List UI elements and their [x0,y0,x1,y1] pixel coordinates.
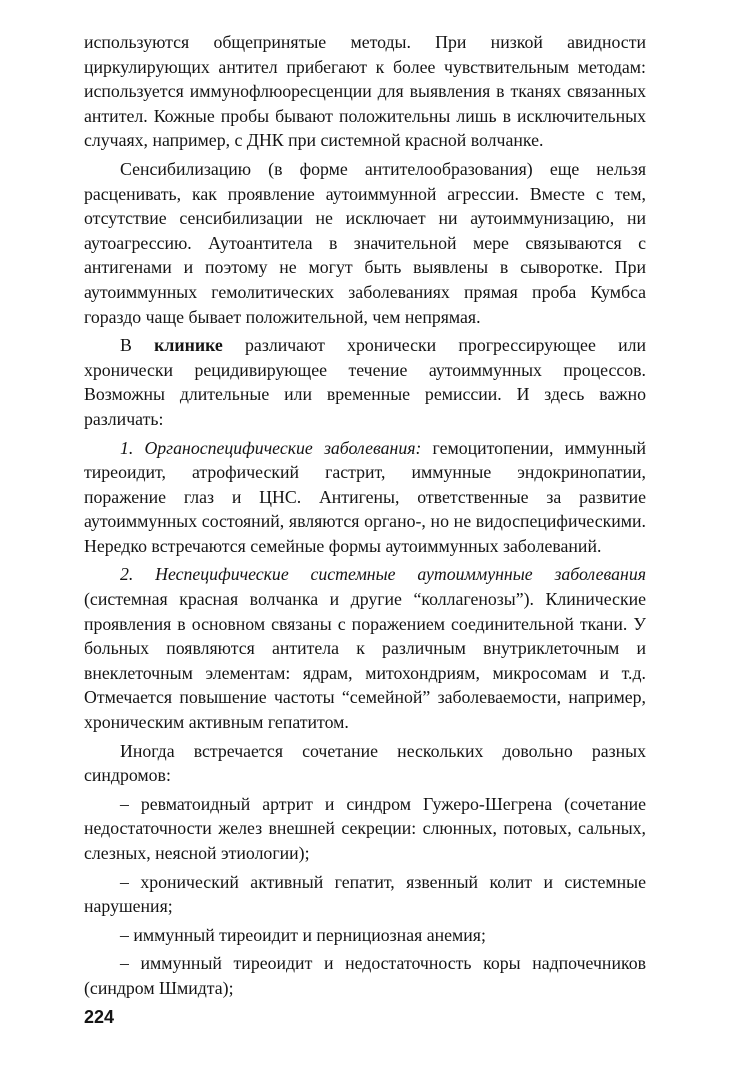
paragraph-clinic [84,333,646,431]
page-number: 224 [84,1007,115,1027]
list-item: – хронический активный гепатит, язвенный колит и системные нарушения; [84,871,646,917]
systemic-text: (системная красная волчанка и другие “коллагенозы”). Клинические проявления в основном связаны с поражением соединительной ткани. У больных появляются антитела к различным внутриклеточным и внеклеточным элементам: ядрам, митохондриям, микросомам и т.д. Отмечается повышение частоты “семейной” заболеваемости, например, хроническим активным гепатитом. [84,589,646,733]
organ-specific-heading: 1. Органоспецифические заболевания: [120,437,422,458]
clinic-term: клинике [154,335,223,356]
list-item: – иммунный тиреоидит и недостаточность коры надпочечников (синдром Шмидта); [84,953,646,998]
paragraph-organ-specific [84,436,646,559]
page-body [84,30,646,1001]
list-item: – иммунный тиреоидит и пернициозная анемия; [120,924,486,945]
list-item: – ревматоидный артрит и синдром Гужеро-Шегрена (сочетание недостаточности желез внешней секреции: слюнных, потовых, сальных, слезных, неясной этиологии); [84,793,646,863]
organ-specific-text: гемоцитопении, иммунный тиреоидит, атрофический гастрит, иммунные эндокринопатии, поражение глаз и ЦНС. Антигены, ответственные за развитие аутоиммунных состояний, являются органо-, но не видоспецифическими. Нередко встречаются семейные формы аутоиммунных заболеваний. [84,437,646,556]
systemic-heading: 2. Неспецифические системные аутоиммунные заболевания [120,564,646,585]
paragraph-methods: используются общепринятые методы. При низкой авидности циркулирующих антител прибегают к более чувствительным методам: используется иммунофлюоресценции для выявления в тканях связанных антител. Кожные пробы бывают положительны лишь в исключительных случаях, например, с ДНК при системной красной волчанке. [84,32,646,151]
paragraph-sensitization: Сенсибилизацию (в форме антителообразования) еще нельзя расценивать, как проявление аутоиммунной агрессии. Вместе с тем, отсутствие сенсибилизации не исключает ни аутоиммунизацию, ни аутоагрессию. Аутоантитела в значительной мере связываются с антигенами и поэтому не могут быть выявлены в сыворотке. При аутоиммунных гемолитических заболеваниях прямая проба Кумбса гораздо чаще бывает положительной, чем непрямая. [84,158,646,327]
paragraph-syndromes: Иногда встречается сочетание нескольких довольно разных синдромов: [84,740,646,786]
clinic-lead: В [120,335,155,356]
clinic-text: различают хронически прогрессирующее или хронически рецидивирующее течение аутоиммунных процессов. Возможны длительные или временные ремиссии. И здесь важно различать: [84,335,646,429]
paragraph-systemic [84,562,646,734]
